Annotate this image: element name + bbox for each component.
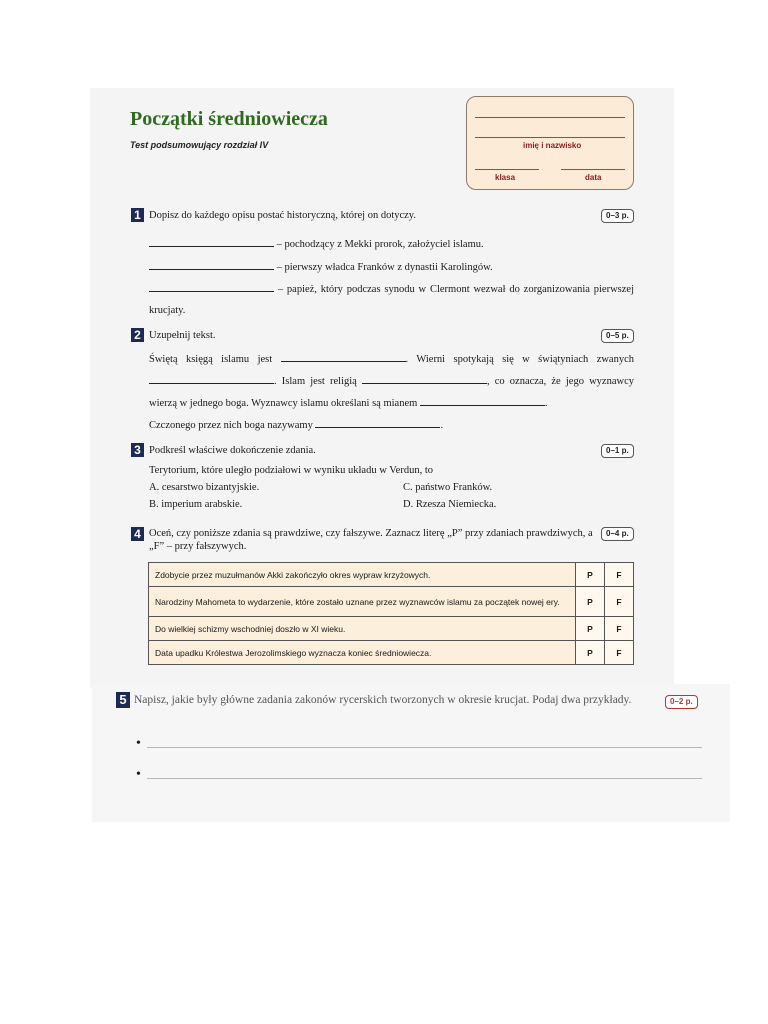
answer-line[interactable] xyxy=(147,747,702,748)
answer-blank[interactable] xyxy=(362,373,487,384)
task-instruction: Dopisz do każdego opisu postać historyczną, której on dotyczy. xyxy=(149,210,417,221)
student-info-box xyxy=(466,96,634,190)
points-badge: 0–5 p. xyxy=(601,329,634,343)
answer-line[interactable] xyxy=(147,778,702,779)
table-row xyxy=(149,587,634,617)
false-option[interactable]: F xyxy=(605,563,634,587)
task-instruction: Uzupełnij tekst. xyxy=(149,330,216,341)
date-label: data xyxy=(585,173,602,182)
date-line[interactable] xyxy=(561,169,625,170)
task-instruction: Napisz, jakie były główne zadania zakonów rycerskich tworzonych w okresie krucjat. Podaj dwa przykłady. xyxy=(134,694,632,706)
answer-option-d[interactable]: D. Rzesza Niemiecka. xyxy=(403,499,497,510)
answer-option-c[interactable]: C. państwo Franków. xyxy=(403,482,493,493)
table-row xyxy=(149,563,634,587)
task1-item-2: – pierwszy władca Franków z dynastii Karolingów. xyxy=(149,257,634,278)
name-line-1[interactable] xyxy=(475,117,625,118)
answer-blank[interactable] xyxy=(281,351,406,362)
task-instruction: Oceń, czy poniższe zdania są prawdziwe, czy fałszywe. Zaznacz literę „P” przy zdaniach prawdziwych, a „F” – przy fałszywych. xyxy=(149,528,593,552)
false-option[interactable]: F xyxy=(605,641,634,665)
points-badge: 0–1 p. xyxy=(601,444,634,458)
answer-blank[interactable] xyxy=(149,259,274,270)
points-badge: 0–3 p. xyxy=(601,209,634,223)
answer-option-b[interactable]: B. imperium arabskie. xyxy=(149,499,243,510)
false-option[interactable]: F xyxy=(605,587,634,617)
answer-blank[interactable] xyxy=(149,373,274,384)
answer-blank[interactable] xyxy=(420,395,545,406)
statement-cell: Narodziny Mahometa to wydarzenie, które zostało uznane przez wyznawców islamu za początek nowej ery. xyxy=(149,587,576,617)
task-number: 3 xyxy=(131,443,144,457)
name-label: imię i nazwisko xyxy=(523,141,582,150)
true-option[interactable]: P xyxy=(576,617,605,641)
task-number: 2 xyxy=(131,328,144,342)
table-row xyxy=(149,641,634,665)
false-option[interactable]: F xyxy=(605,617,634,641)
task-number: 5 xyxy=(116,692,130,708)
statement-cell: Do wielkiej schizmy wschodniej doszło w XI wieku. xyxy=(149,617,576,641)
class-line[interactable] xyxy=(475,169,539,170)
answer-blank[interactable] xyxy=(149,281,274,292)
task1-item-1: – pochodzący z Mekki prorok, założyciel islamu. xyxy=(149,234,634,255)
true-option[interactable]: P xyxy=(576,641,605,665)
answer-bullet: • xyxy=(136,736,141,751)
answer-bullet: • xyxy=(136,767,141,782)
answer-blank[interactable] xyxy=(315,417,440,428)
name-line-2[interactable] xyxy=(475,137,625,138)
task-number: 4 xyxy=(131,527,144,541)
answer-option-a[interactable]: A. cesarstwo bizantyjskie. xyxy=(149,482,260,493)
statement-cell: Data upadku Królestwa Jerozolimskiego wyznacza koniec średniowiecza. xyxy=(149,641,576,665)
table-row xyxy=(149,617,634,641)
class-label: klasa xyxy=(495,173,516,182)
task3-stem: Terytorium, które uległo podziałowi w wyniku układu w Verdun, to xyxy=(149,465,433,476)
statement-cell: Zdobycie przez muzułmanów Akki zakończyło okres wypraw krzyżowych. xyxy=(149,563,576,587)
true-false-table xyxy=(148,562,634,665)
points-badge: 0–4 p. xyxy=(601,527,634,541)
points-badge: 0–2 p. xyxy=(665,695,698,709)
task2-text: Świętą księgą islamu jest . Wierni spotykają się w świątyniach zwanych . Islam jest religią , co oznacza, że jego wyznawcy wierzą w jednego boga. Wyznawcy islamu określani są mianem . Czczonego przez nich boga nazywamy . xyxy=(149,349,634,437)
answer-blank[interactable] xyxy=(149,236,274,247)
true-option[interactable]: P xyxy=(576,587,605,617)
page-title: Początki średniowiecza xyxy=(130,108,328,130)
page-subtitle: Test podsumowujący rozdział IV xyxy=(130,140,269,150)
task1-item-3: – papież, który podczas synodu w Clermont wezwał do zorganizowania pierwszej krucjaty. xyxy=(149,279,634,321)
task-number: 1 xyxy=(131,208,144,222)
true-option[interactable]: P xyxy=(576,563,605,587)
task-instruction: Podkreśl właściwe dokończenie zdania. xyxy=(149,445,316,456)
